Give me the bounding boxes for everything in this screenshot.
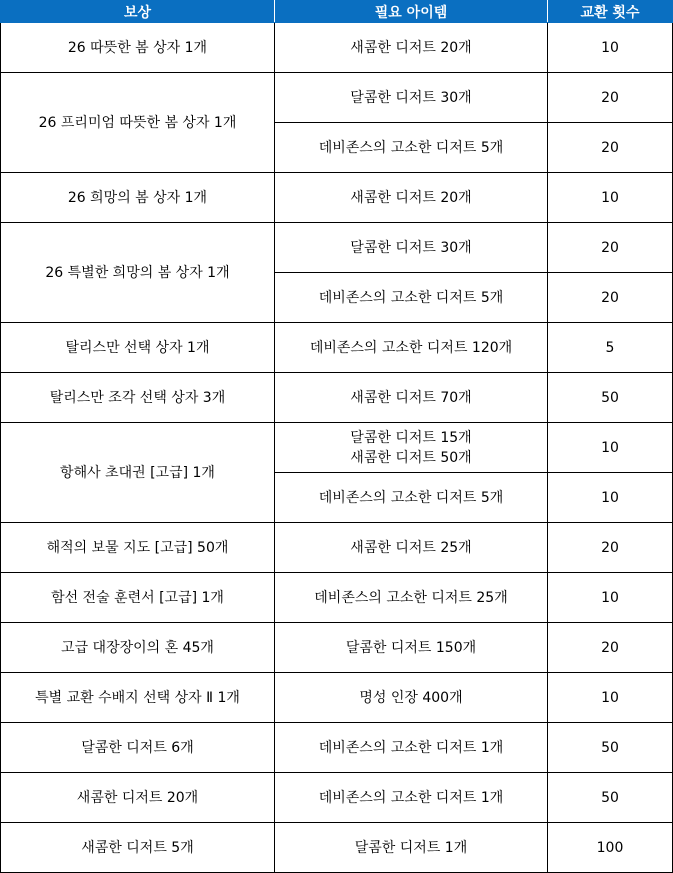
required-item-line: 데비존스의 고소한 디저트 5개 [318,289,504,306]
required-item-cell [275,573,548,623]
required-item-cell [275,323,548,373]
required-item-line: 데비존스의 고소한 디저트 1개 [318,789,504,806]
table-row [1,523,673,573]
exchange-count-cell: 5 [548,323,673,373]
required-item-cell [275,823,548,873]
exchange-count-cell: 20 [548,623,673,673]
table-row [1,223,673,273]
reward-cell: 해적의 보물 지도 [고급] 50개 [1,523,275,573]
required-item-cell [275,623,548,673]
header-reward: 보상 [1,1,275,23]
reward-cell: 달콤한 디저트 6개 [1,723,275,773]
table-row [1,323,673,373]
table-row [1,423,673,473]
exchange-count-cell: 10 [548,173,673,223]
reward-cell: 탈리스만 조각 선택 상자 3개 [1,373,275,423]
exchange-count-cell: 10 [548,423,673,473]
table-row [1,73,673,123]
exchange-count-cell: 10 [548,23,673,73]
required-item-line: 데비존스의 고소한 디저트 1개 [318,739,504,756]
required-item-cell [275,423,548,473]
exchange-count-cell: 20 [548,273,673,323]
required-item-cell [275,523,548,573]
exchange-count-cell: 10 [548,573,673,623]
required-item-cell [275,173,548,223]
reward-cell: 특별 교환 수배지 선택 상자 Ⅱ 1개 [1,673,275,723]
exchange-count-cell: 10 [548,673,673,723]
required-item-cell [275,473,548,523]
required-item-line: 데비존스의 고소한 디저트 120개 [309,339,513,356]
required-item-cell [275,273,548,323]
required-item-line: 새콤한 디저트 70개 [350,389,472,406]
required-item-cell [275,73,548,123]
table-row [1,373,673,423]
required-item-cell [275,23,548,73]
exchange-count-cell: 100 [548,823,673,873]
reward-cell: 항해사 초대권 [고급] 1개 [1,423,275,523]
reward-cell: 함선 전술 훈련서 [고급] 1개 [1,573,275,623]
table-row [1,773,673,823]
reward-cell: 고급 대장장이의 혼 45개 [1,623,275,673]
exchange-count-cell: 50 [548,773,673,823]
table-row [1,23,673,73]
reward-cell: 26 프리미엄 따뜻한 봄 상자 1개 [1,73,275,173]
required-item-cell [275,773,548,823]
required-item-line: 달콤한 디저트 1개 [354,839,468,856]
required-item-line: 데비존스의 고소한 디저트 5개 [318,139,504,156]
exchange-count-cell: 50 [548,373,673,423]
table-row [1,673,673,723]
exchange-count-cell: 20 [548,223,673,273]
exchange-count-cell: 50 [548,723,673,773]
required-item-line: 새콤한 디저트 20개 [350,189,472,206]
required-item-line: 새콤한 디저트 20개 [350,39,472,56]
reward-cell: 새콤한 디저트 20개 [1,773,275,823]
required-item-cell [275,123,548,173]
reward-cell: 탈리스만 선택 상자 1개 [1,323,275,373]
reward-cell: 26 희망의 봄 상자 1개 [1,173,275,223]
required-item-line: 달콤한 디저트 30개 [350,239,472,256]
required-item-line: 달콤한 디저트 15개 [350,429,472,446]
exchange-count-cell: 20 [548,73,673,123]
required-item-line: 명성 인장 400개 [359,689,463,706]
required-item-line: 달콤한 디저트 30개 [350,89,472,106]
header-row [1,1,673,23]
reward-cell: 26 특별한 희망의 봄 상자 1개 [1,223,275,323]
required-item-line: 새콤한 디저트 50개 [350,449,472,466]
required-item-cell [275,223,548,273]
required-item-line: 새콤한 디저트 25개 [350,539,472,556]
exchange-count-cell: 20 [548,523,673,573]
header-exchange-count: 교환 횟수 [548,1,673,23]
table-body [1,23,673,873]
table-row [1,573,673,623]
table-row [1,823,673,873]
required-item-cell [275,723,548,773]
required-item-line: 달콤한 디저트 150개 [345,639,477,656]
table-row [1,173,673,223]
required-item-cell [275,673,548,723]
required-item-line: 데비존스의 고소한 디저트 25개 [314,589,508,606]
required-item-line: 데비존스의 고소한 디저트 5개 [318,489,504,506]
reward-cell: 26 따뜻한 봄 상자 1개 [1,23,275,73]
reward-cell: 새콤한 디저트 5개 [1,823,275,873]
table-row [1,623,673,673]
exchange-count-cell: 20 [548,123,673,173]
header-required-items: 필요 아이템 [275,1,548,23]
required-item-cell [275,373,548,423]
table-row [1,723,673,773]
exchange-count-cell: 10 [548,473,673,523]
